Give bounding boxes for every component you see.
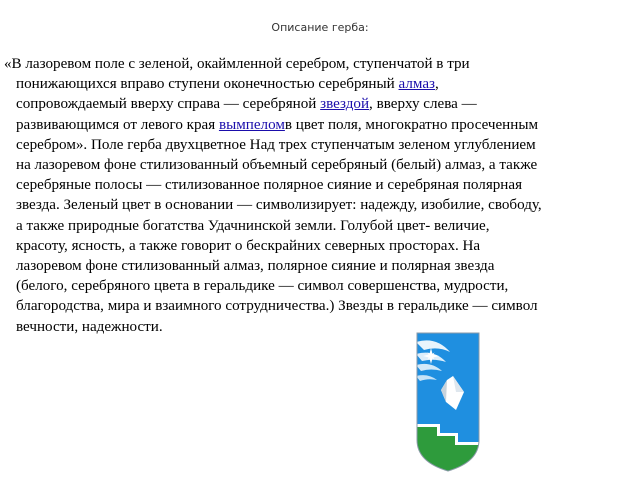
text-line: (белого, серебряного цвета в геральдике — символ совершенства, мудрости, [16,278,509,295]
text-line: лазоревом фоне стилизованный алмаз, полярное сияние и полярная звезда [16,258,495,275]
text-line: понижающихся вправо ступени оконечностью серебряный алмаз, [16,76,439,93]
text-line: на лазоревом фоне стилизованный объемный серебряный (белый) алмаз, а также [16,157,538,174]
pennant-link[interactable]: вымпелом [218,116,285,133]
text-line: звезда. Зеленый цвет в основании — символизирует: надежду, изобилие, свободу, [16,197,542,214]
text-line: вечности, надежности. [16,318,163,335]
coat-of-arms-description [4,54,634,337]
page-title: Описание герба: [271,21,369,34]
diamond-link[interactable]: алмаз [398,76,435,93]
text-line: благородства, мира и взаимного сотрудничества.) Звезды в геральдике — символ [16,298,538,315]
text-line: красоту, ясность, а также говорит о бескрайних северных просторах. На [16,237,481,254]
text-line: «В лазоревом поле с зеленой, окаймленной серебром, ступенчатой в три [4,56,470,72]
text-line: сопровождаемый вверху справа — серебряной звездой, вверху слева — [16,96,477,113]
coat-of-arms-emblem [416,332,480,472]
text-line: развивающимся от левого края вымпеломв цвет поля, многократно просеченным [16,116,539,133]
text-line: серебром». Поле герба двухцветное Над трех ступенчатым зеленом углублением [16,136,536,153]
text-line: а также природные богатства Удачнинской земли. Голубой цвет- величие, [16,217,490,234]
star-link[interactable]: звездой [320,96,370,113]
text-line: серебряные полосы — стилизованное полярное сияние и серебряная полярная [16,177,523,194]
